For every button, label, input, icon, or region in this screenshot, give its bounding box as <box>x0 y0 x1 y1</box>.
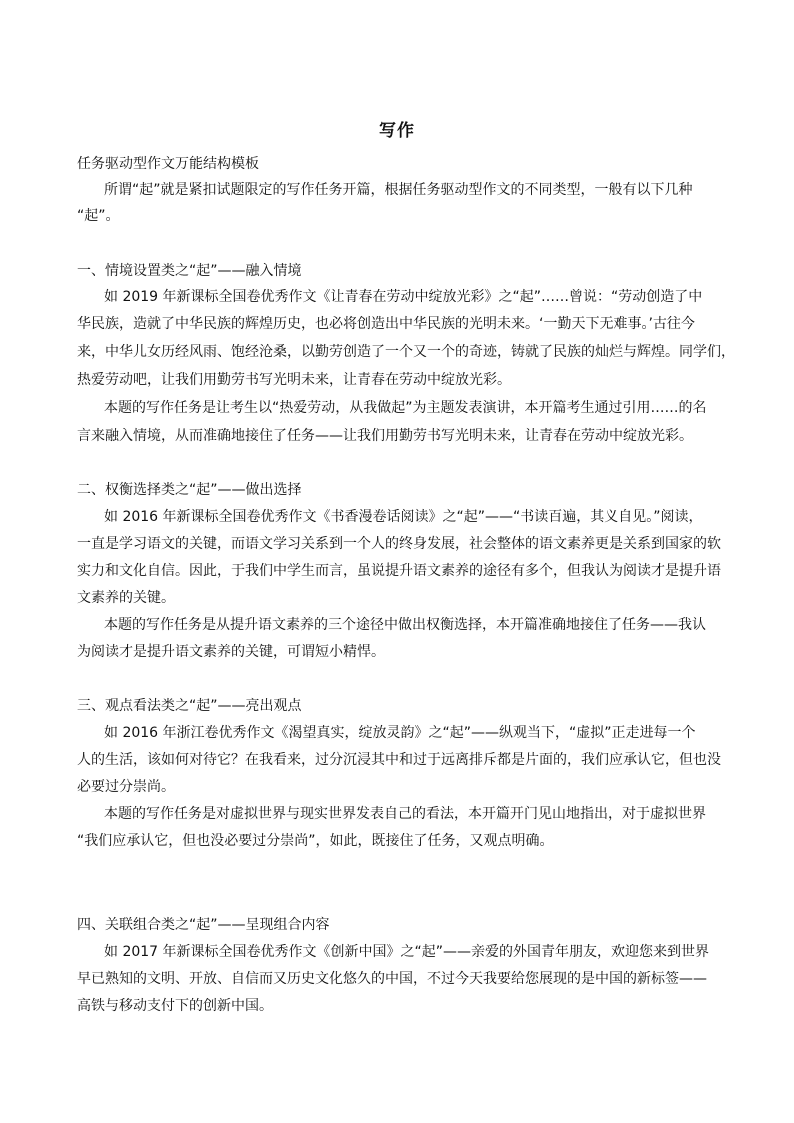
paragraph-line: 如 2017 年新课标全国卷优秀作文《创新中国》之“起”——亲爱的外国青年朋友，欢迎您来到世界 <box>104 944 710 960</box>
intro-line: “起”。 <box>77 208 120 224</box>
paragraph-line: 华民族，造就了中华民族的辉煌历史，也必将创造出中华民族的光明未来。‘一勤天下无难事。’古往今 <box>77 316 695 332</box>
paragraph-line: 来，中华儿女历经风雨、饱经沧桑，以勤劳创造了一个又一个的奇迹，铸就了民族的灿烂与辉煌。同学们， <box>77 344 735 360</box>
paragraph-line: 如 2016 年浙江卷优秀作文《渴望真实，绽放灵韵》之“起”——纵观当下，“虚拟”正走进每一个 <box>104 725 696 741</box>
paragraph-line: 必要过分崇尚。 <box>77 779 175 795</box>
subtitle: 任务驱动型作文万能结构模板 <box>77 156 259 172</box>
paragraph-line: 文素养的关键。 <box>77 590 175 606</box>
page-title: 写作 <box>379 121 415 141</box>
section-heading: 三、观点看法类之“起”——亮出观点 <box>77 698 302 714</box>
paragraph-line: “我们应承认它，但也没必要过分崇尚”，如此，既接住了任务，又观点明确。 <box>77 833 554 849</box>
paragraph-line: 实力和文化自信。因此，于我们中学生而言，虽说提升语文素养的途径有多个，但我认为阅读才是提升语 <box>77 563 721 579</box>
section-heading: 四、关联组合类之“起”——呈现组合内容 <box>77 917 330 933</box>
intro-line: 所谓“起”就是紧扣试题限定的写作任务开篇，根据任务驱动型作文的不同类型，一般有以下几种 <box>104 182 693 198</box>
paragraph-line: 早已熟知的文明、开放、自信而又历史文化悠久的中国，不过今天我要给您展现的是中国的新标签—— <box>77 971 707 987</box>
paragraph-line: 如 2016 年新课标全国卷优秀作文《书香漫卷话阅读》之“起”——“书读百遍，其义自见。”阅读， <box>104 509 703 525</box>
paragraph-line: 一直是学习语文的关键，而语文学习关系到一个人的终身发展，社会整体的语文素养更是关系到国家的软 <box>77 536 721 552</box>
paragraph-line: 如 2019 年新课标全国卷优秀作文《让青春在劳动中绽放光彩》之“起”……曾说：“劳动创造了中 <box>104 289 703 305</box>
paragraph-line: 本题的写作任务是让考生以“热爱劳动，从我做起”为主题发表演讲，本开篇考生通过引用……的名 <box>104 400 707 416</box>
section-heading: 二、权衡选择类之“起”——做出选择 <box>77 482 302 498</box>
paragraph-line: 高铁与移动支付下的创新中国。 <box>77 998 273 1014</box>
paragraph-line: 本题的写作任务是对虚拟世界与现实世界发表自己的看法，本开篇开门见山地指出，对于虚拟世界 <box>104 806 706 822</box>
paragraph-line: 本题的写作任务是从提升语文素养的三个途径中做出权衡选择，本开篇准确地接住了任务——我认 <box>104 617 706 633</box>
section-heading: 一、情境设置类之“起”——融入情境 <box>77 263 302 279</box>
paragraph-line: 为阅读才是提升语文素养的关键，可谓短小精悍。 <box>77 644 385 660</box>
paragraph-line: 热爱劳动吧，让我们用勤劳书写光明未来，让青春在劳动中绽放光彩。 <box>77 372 511 388</box>
paragraph-line: 言来融入情境，从而准确地接住了任务——让我们用勤劳书写光明未来，让青春在劳动中绽放光彩。 <box>77 428 693 444</box>
paragraph-line: 人的生活，该如何对待它？在我看来，过分沉浸其中和过于远离排斥都是片面的，我们应承认它，但也没 <box>77 752 721 768</box>
